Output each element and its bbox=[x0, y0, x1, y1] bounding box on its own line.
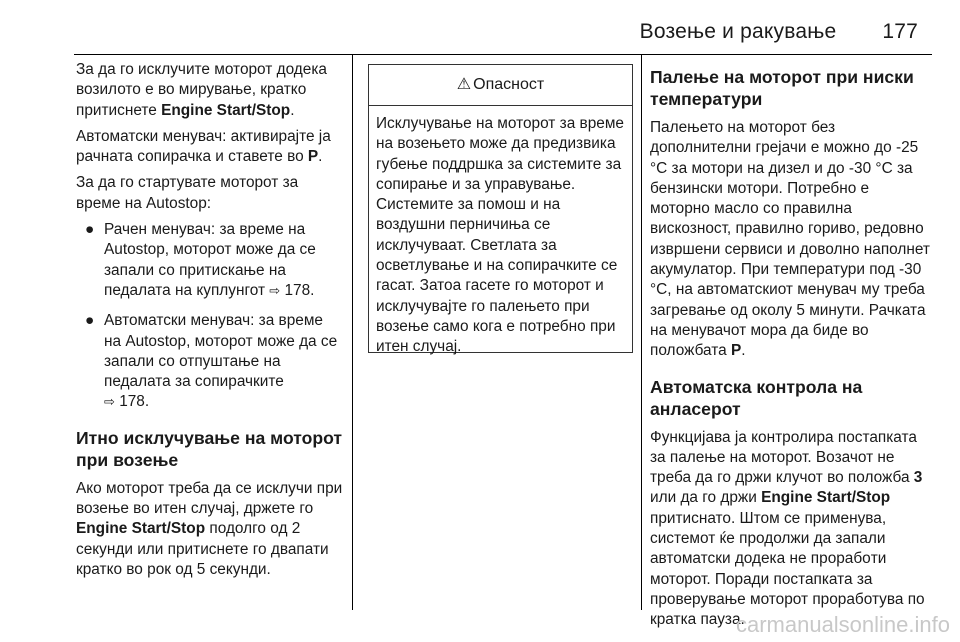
column-right bbox=[650, 60, 932, 637]
paragraph: Палењето на моторот без дополнителни грејачи е можно до -25 °C за мотори на дизел и до -30 °C за бензински мотори. Потребно е моторно масло со правилна вискозност, правилно гориво, редовно извршени сервиси и доволно наполнет акумулатор. При температури под -30 °C, на автоматскиот менувач му треба загревање од околу 5 минути. Рачката на менувачот мора да биде во положбата P. bbox=[650, 119, 930, 360]
warning-triangle-icon: ⚠ bbox=[456, 75, 472, 93]
bullet-dot-icon: ● bbox=[85, 221, 95, 239]
section-heading: Автоматска контрола на анласерот bbox=[650, 376, 863, 419]
watermark: carmanualsonline.info bbox=[735, 612, 950, 637]
header-rule bbox=[74, 54, 932, 55]
danger-title: ⚠ Опасност bbox=[369, 65, 632, 106]
section-heading: Палење на моторот при ниски температури bbox=[650, 67, 914, 109]
button-name: Engine Start/Stop bbox=[161, 101, 291, 119]
bullet-list bbox=[76, 220, 344, 413]
paragraph: За да го стартувате моторот за време на Autostop: bbox=[76, 174, 299, 212]
danger-box bbox=[368, 64, 633, 356]
paragraph: Функцијава ја контролира постапката за палење на моторот. Возачот не треба да го држи клучот во положба 3 или да го држи Engine Start/Stop притиснато. Штом се применува, системот ќе продолжи да запали автоматски додека не прорабoти моторот. Поради постапката за проверување моторот проработува по кратка пауза. bbox=[650, 428, 925, 629]
paragraph: Ако моторот треба да се исклучи при возење во итен случај, држете го Engine Start/Stop подолго од 2 секунди или притиснете го двапати кратко во рок од 5 секунди. bbox=[76, 479, 343, 578]
page-ref-link[interactable]: 178. bbox=[284, 281, 315, 299]
section-heading: Итно исклучување на моторот при возење bbox=[76, 427, 343, 470]
column-divider-right bbox=[641, 54, 642, 610]
key-position: 3 bbox=[913, 469, 923, 487]
list-item: ● Автоматски менувач: за време на Autostop, моторот може да се запали со отпуштање на педалата за сопирачките ⇨ 178. bbox=[85, 312, 338, 411]
paragraph: За да го исклучите моторот додека возилото е во мирување, кратко притиснете Engine Start/Stop. bbox=[76, 61, 327, 119]
chapter-title: Возење и ракување bbox=[639, 20, 837, 43]
column-divider-left bbox=[352, 54, 353, 610]
list-item: ● Рачен менувач: за време на Autostop, моторот може да се запали со притискање на педалата на куплунгот ⇨ 178. bbox=[85, 221, 316, 299]
arrow-ref-icon: ⇨ bbox=[104, 394, 115, 410]
column-left bbox=[76, 60, 344, 586]
danger-text: Исклучување на моторот за време на возењето може да предизвика губење поддршка за системите за сопирање и за управување. Системите за помош и на воздушни перничиња се исклучуваат. Светлата за осветлување и на сопирачките се гасат. Затоа гасете го моторот и исклучувајте го палењето при возење само кога е потребно при итен случај. bbox=[376, 115, 624, 356]
page-number: 177 bbox=[882, 20, 918, 43]
gear-position: P bbox=[730, 342, 742, 360]
bullet-dot-icon: ● bbox=[85, 312, 95, 330]
paragraph: Автоматски менувач: активирајте ја рачната сопирачка и ставете во P. bbox=[76, 127, 331, 166]
arrow-ref-icon: ⇨ bbox=[269, 282, 281, 298]
page-ref-link[interactable]: 178. bbox=[119, 393, 150, 411]
gear-position: P bbox=[307, 148, 319, 166]
button-name: Engine Start/Stop bbox=[761, 489, 891, 507]
button-name: Engine Start/Stop bbox=[76, 520, 206, 538]
page-header bbox=[640, 20, 918, 44]
